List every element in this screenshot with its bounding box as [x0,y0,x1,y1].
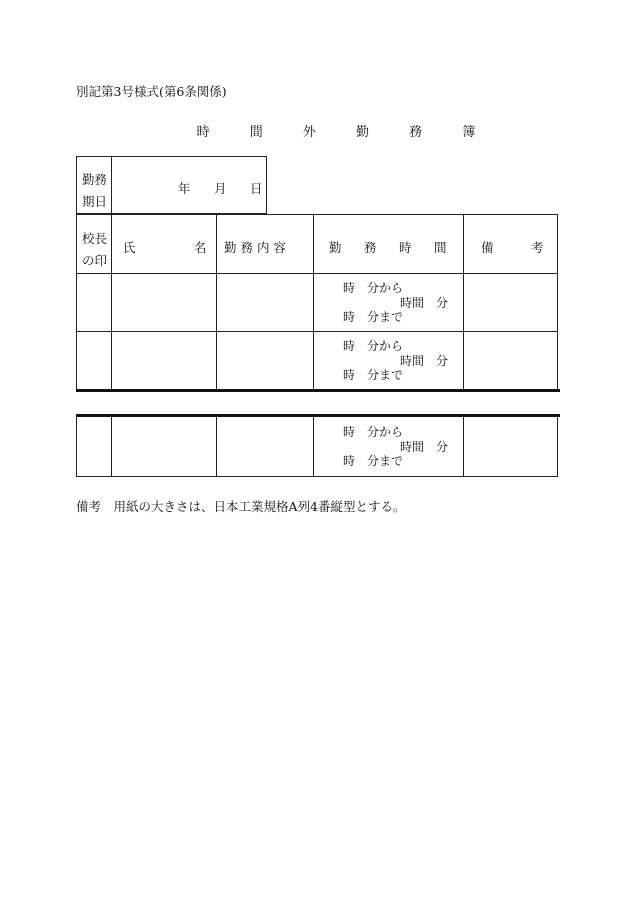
header-remarks-left: 備 [481,240,494,255]
date-month: 月 [214,181,227,196]
time-start: 時 分から [343,425,404,439]
time-duration: 時間 分 [399,295,448,310]
header-content: 勤 務 内 容 [224,240,286,255]
time-cell-row2 [313,339,463,383]
date-day: 日 [250,181,263,196]
footer-note: 備考 用紙の大きさは、日本工業規格A列4番縦型とする。 [76,499,406,514]
time-end: 時 分まで [343,310,404,324]
time-cell-row3 [313,425,463,469]
header-name-left: 氏 [123,240,136,255]
time-end: 時 分まで [343,368,404,382]
date-year: 年 [178,181,191,196]
time-duration: 時間 分 [399,439,448,454]
form-title: 時 間 外 勤 務 簿 [196,125,494,140]
header-remarks-right: 考 [531,240,544,255]
header-seal-line2: の印 [82,253,108,268]
header-seal-line1: 校長 [82,231,108,246]
break-line-top [76,389,560,392]
time-start: 時 分から [343,339,404,353]
date-label-line1: 勤務 [82,172,108,187]
time-start: 時 分から [343,281,404,295]
header-hours: 勤 務 時 間 [329,240,452,255]
time-cell-row1 [313,281,463,325]
form-caption: 別記第3号様式(第6条関係) [76,84,227,99]
time-duration: 時間 分 [399,353,448,368]
date-label-line2: 期日 [82,194,108,209]
time-end: 時 分まで [343,454,404,468]
header-name-right: 名 [194,240,207,255]
